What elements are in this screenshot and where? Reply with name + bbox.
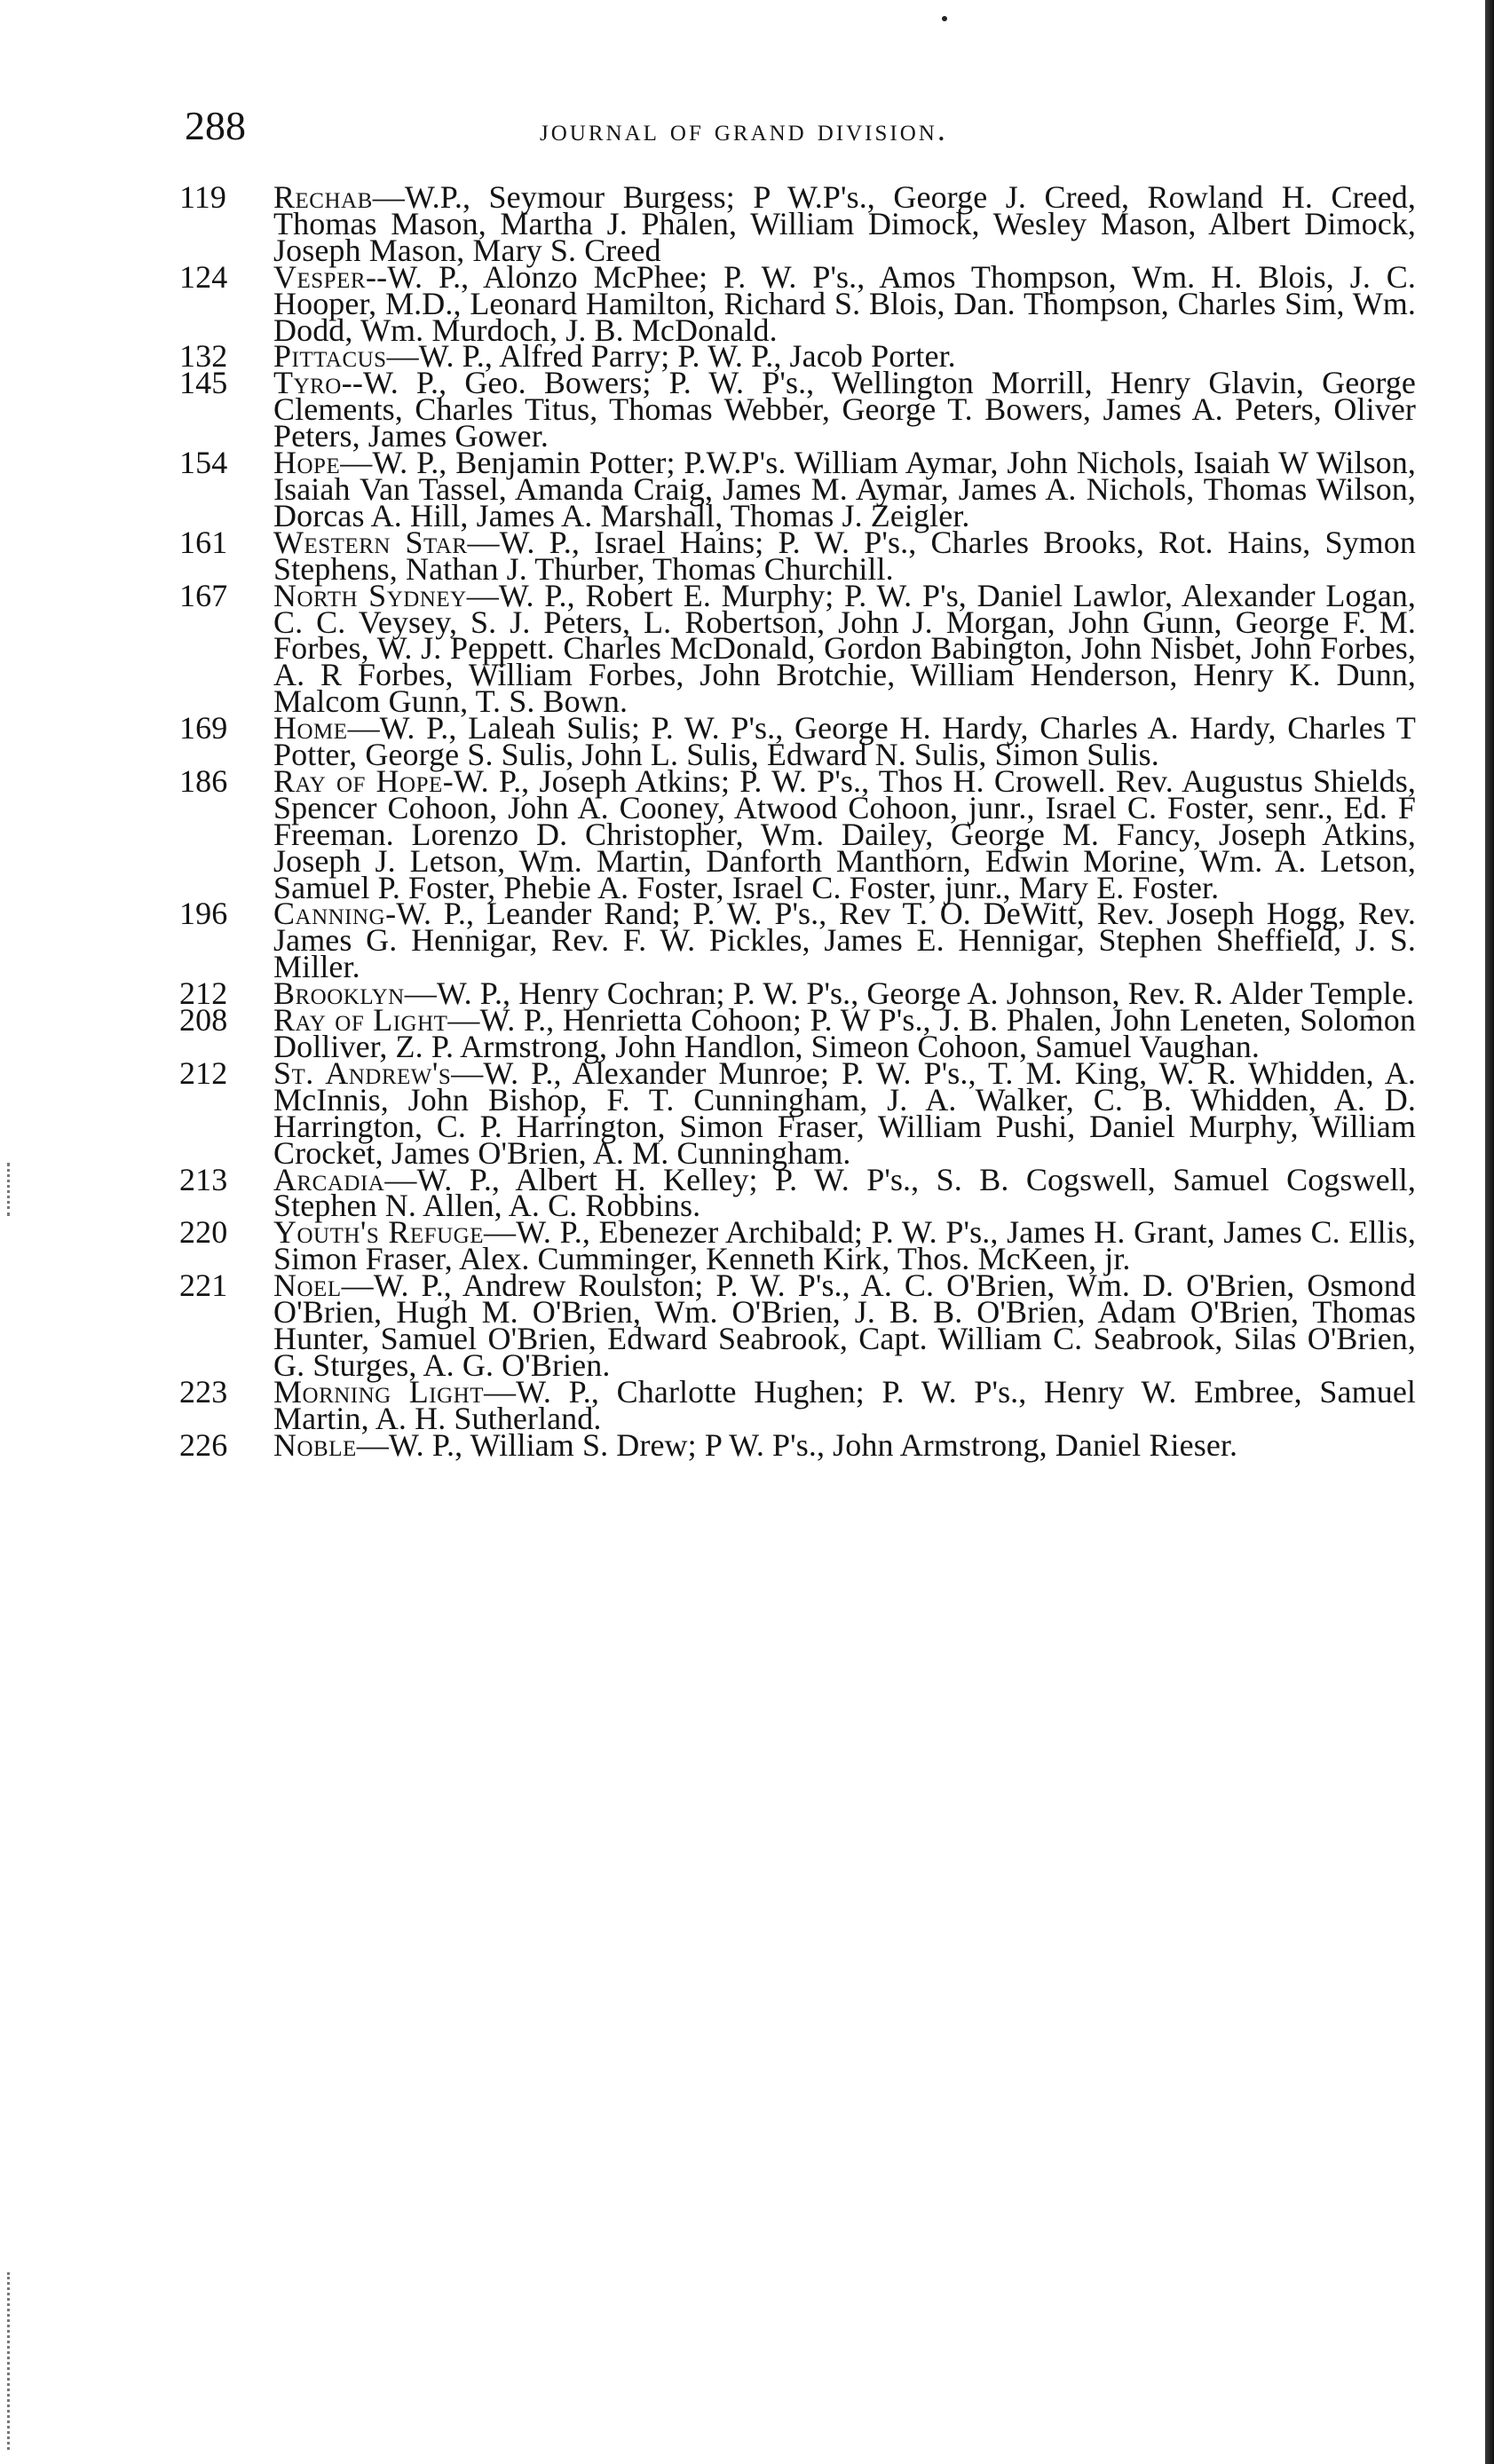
division-text — [273, 710, 1416, 773]
division-text — [273, 365, 1416, 454]
officers-list: —W. P., Israel Hains; P. W. P's., Charles Brooks, Rot. Hains, Symon Stephens, Nathan J. Thurber, Thomas Churchill. — [273, 524, 1416, 587]
division-entry — [169, 524, 1416, 587]
division-number: 212 — [179, 975, 228, 1012]
division-name: Pittacus — [273, 338, 387, 375]
officers-list: —W. P., Alfred Parry; P. W. P., Jacob Porter. — [386, 338, 956, 375]
officers-list: —W. P., Andrew Roulston; P. W. P's., A. C. O'Brien, Wm. D. O'Brien, Osmond O'Brien, Hugh M. O'Brien, Wm. O'Brien, J. B. B. O'Brien, Adam O'Brien, Thomas Hunter, Samuel O'Brien, Edward Seabrook, Capt. William C. Seabrook, Silas O'Brien, G. Sturges, A. G. O'Brien. — [273, 1268, 1416, 1383]
division-text — [273, 1054, 1416, 1171]
division-name: Ray of Hope — [273, 762, 443, 799]
division-name: North Sydney — [273, 577, 467, 613]
division-entry — [169, 1426, 1416, 1463]
division-name: Arcadia — [273, 1161, 385, 1197]
division-name: St. Andrew's — [273, 1054, 452, 1091]
division-name: Youth's Refuge — [273, 1214, 484, 1251]
division-number: 223 — [179, 1373, 228, 1410]
division-text — [273, 445, 1416, 533]
officers-list: —W. P., Ebenezer Archibald; P. W. P's., James H. Grant, James C. Ellis, Simon Fraser, Alex. Cumminger, Kenneth Kirk, Thos. McKeen, jr. — [273, 1214, 1417, 1277]
officers-list: —W. P., Laleah Sulis; P. W. P's., George H. Hardy, Charles A. Hardy, Charles T Potter, George S. Sulis, John L. Sulis, Edward N. Sulis, Simon Sulis. — [273, 710, 1416, 773]
division-number: 213 — [179, 1161, 228, 1197]
division-name: Rechab — [273, 179, 373, 215]
officers-list: —W. P., Henry Cochran; P. W. P's., George A. Johnson, Rev. R. Alder Temple. — [404, 975, 1415, 1012]
division-entry — [169, 762, 1416, 905]
officers-list: —W. P., Henrietta Cohoon; P. W P's., J. B. Phalen, John Leneten, Solomon Dolliver, Z. P. Armstrong, John Handlon, Simeon Cohoon, Samuel Vaughan. — [273, 1002, 1416, 1064]
division-text — [273, 762, 1416, 905]
division-name: Western Star — [273, 524, 468, 560]
page-edge-shadow — [1485, 0, 1494, 2464]
division-name: Vesper — [273, 258, 367, 295]
division-entry — [169, 365, 1416, 454]
margin-marks — [7, 1163, 12, 1216]
division-name: Morning Light — [273, 1373, 484, 1410]
division-number: 212 — [179, 1054, 228, 1091]
officers-list: —W.P., Seymour Burgess; P W.P's., George J. Creed, Rowland H. Creed, Thomas Mason, Martha J. Phalen, William Dimock, Wesley Mason, Albert Dimock, Joseph Mason, Mary S. Creed — [273, 179, 1416, 268]
division-text — [273, 1002, 1416, 1064]
division-entry — [169, 1161, 1416, 1224]
division-entry — [169, 258, 1416, 348]
division-number: 226 — [179, 1426, 228, 1463]
division-entry — [169, 710, 1416, 773]
division-number: 167 — [179, 577, 228, 613]
division-number: 220 — [179, 1214, 228, 1251]
division-text — [273, 258, 1416, 348]
division-number: 154 — [179, 445, 228, 481]
division-entry — [169, 1373, 1416, 1436]
division-name: Canning — [273, 896, 386, 932]
division-entry — [169, 896, 1416, 985]
division-entry — [169, 179, 1416, 268]
officers-list: —W. P., Robert E. Murphy; P. W. P's, Daniel Lawlor, Alexander Logan, C. C. Veysey, S. J. Peters, L. Robertson, John J. Morgan, John Gunn, George F. M. Forbes, W. J. Peppett. Charles McDonald, Gordon Babington, John Nisbet, John Forbes, A. R Forbes, William Forbes, John Brotchie, William Henderson, Henry K. Dunn, Malcom Gunn, T. S. Bown. — [273, 577, 1416, 720]
division-number: 161 — [179, 524, 228, 560]
page-header — [185, 99, 1419, 153]
division-number: 169 — [179, 710, 228, 746]
division-text — [273, 577, 1416, 720]
division-name: Ray of Light — [273, 1002, 448, 1039]
officers-list: —W. P., Charlotte Hughen; P. W. P's., Henry W. Embree, Samuel Martin, A. H. Sutherland. — [273, 1373, 1416, 1436]
officers-list: -W. P., Joseph Atkins; P. W. P's., Thos H. Crowell. Rev. Augustus Shields, Spencer Cohoon, John A. Cooney, Atwood Cohoon, junr., Israel C. Foster, senr., Ed. F Freeman. Lorenzo D. Christopher, Wm. Dailey, George M. Fancy, Joseph Atkins, Joseph J. Letson, Wm. Martin, Danforth Manthorn, Edwin Morine, Wm. A. Letson, Samuel P. Foster, Phebie A. Foster, Israel C. Foster, junr., Mary E. Foster. — [273, 762, 1416, 905]
division-entries — [169, 179, 1417, 1463]
division-text — [273, 179, 1416, 268]
officers-list: —W. P., Benjamin Potter; P.W.P's. William Aymar, John Nichols, Isaiah W Wilson, Isaiah Van Tassel, Amanda Craig, James M. Aymar, James A. Nichols, Thomas Wilson, Dorcas A. Hill, James A. Marshall, Thomas J. Zeigler. — [273, 445, 1416, 533]
division-text — [273, 1268, 1416, 1383]
division-name: Tyro — [273, 365, 342, 401]
division-text — [273, 1214, 1417, 1277]
division-name: Noel — [273, 1268, 342, 1304]
page-number: 288 — [185, 103, 246, 148]
division-entry — [169, 445, 1416, 533]
division-text — [273, 896, 1416, 985]
division-text — [273, 1426, 1416, 1463]
division-entry — [169, 1054, 1416, 1171]
division-number: 221 — [179, 1268, 228, 1304]
division-number: 208 — [179, 1002, 228, 1039]
division-name: Brooklyn — [273, 975, 405, 1012]
division-text — [273, 524, 1416, 587]
running-title: journal of grand division. — [540, 112, 948, 147]
ink-speck — [942, 16, 947, 21]
officers-list: -W. P., Leander Rand; P. W. P's., Rev T. O. DeWitt, Rev. Joseph Hogg, Rev. James G. Hennigar, Rev. F. W. Pickles, James E. Hennigar, Stephen Sheffield, J. S. Miller. — [273, 896, 1416, 985]
officers-list: --W. P., Geo. Bowers; P. W. P's., Wellington Morrill, Henry Glavin, George Clements, Charles Titus, Thomas Webber, George T. Bowers, James A. Peters, Oliver Peters, James Gower. — [273, 365, 1416, 454]
division-number: 186 — [179, 762, 228, 799]
margin-marks — [7, 2272, 12, 2450]
division-text — [273, 1373, 1416, 1436]
division-name: Home — [273, 710, 348, 746]
officers-list: —W. P., William S. Drew; P W. P's., John Armstrong, Daniel Rieser. — [356, 1426, 1238, 1463]
officers-list: --W. P., Alonzo McPhee; P. W. P's., Amos Thompson, Wm. H. Blois, J. C. Hooper, M.D., Leonard Hamilton, Richard S. Blois, Dan. Thompson, Charles Sim, Wm. Dodd, Wm. Murdoch, J. B. McDonald. — [273, 258, 1416, 348]
division-number: 124 — [179, 258, 228, 295]
division-number: 145 — [179, 365, 228, 401]
officers-list: —W. P., Alexander Munroe; P. W. P's., T. M. King, W. R. Whidden, A. McInnis, John Bishop, F. T. Cunningham, J. A. Walker, C. B. Whidden, A. D. Harrington, C. P. Harrington, Simon Fraser, William Pushi, Daniel Murphy, William Crocket, James O'Brien, A. M. Cunningham. — [273, 1054, 1416, 1171]
division-number: 119 — [179, 179, 226, 215]
division-entry — [169, 1268, 1416, 1383]
division-number: 196 — [179, 896, 228, 932]
division-entry — [169, 577, 1416, 720]
officers-list: —W. P., Albert H. Kelley; P. W. P's., S. B. Cogswell, Samuel Cogswell, Stephen N. Allen, A. C. Robbins. — [273, 1161, 1416, 1224]
division-text — [273, 1161, 1416, 1224]
division-name: Noble — [273, 1426, 357, 1463]
division-entry — [169, 1214, 1417, 1277]
division-name: Hope — [273, 445, 341, 481]
division-number: 132 — [179, 338, 228, 375]
division-entry — [169, 1002, 1416, 1064]
